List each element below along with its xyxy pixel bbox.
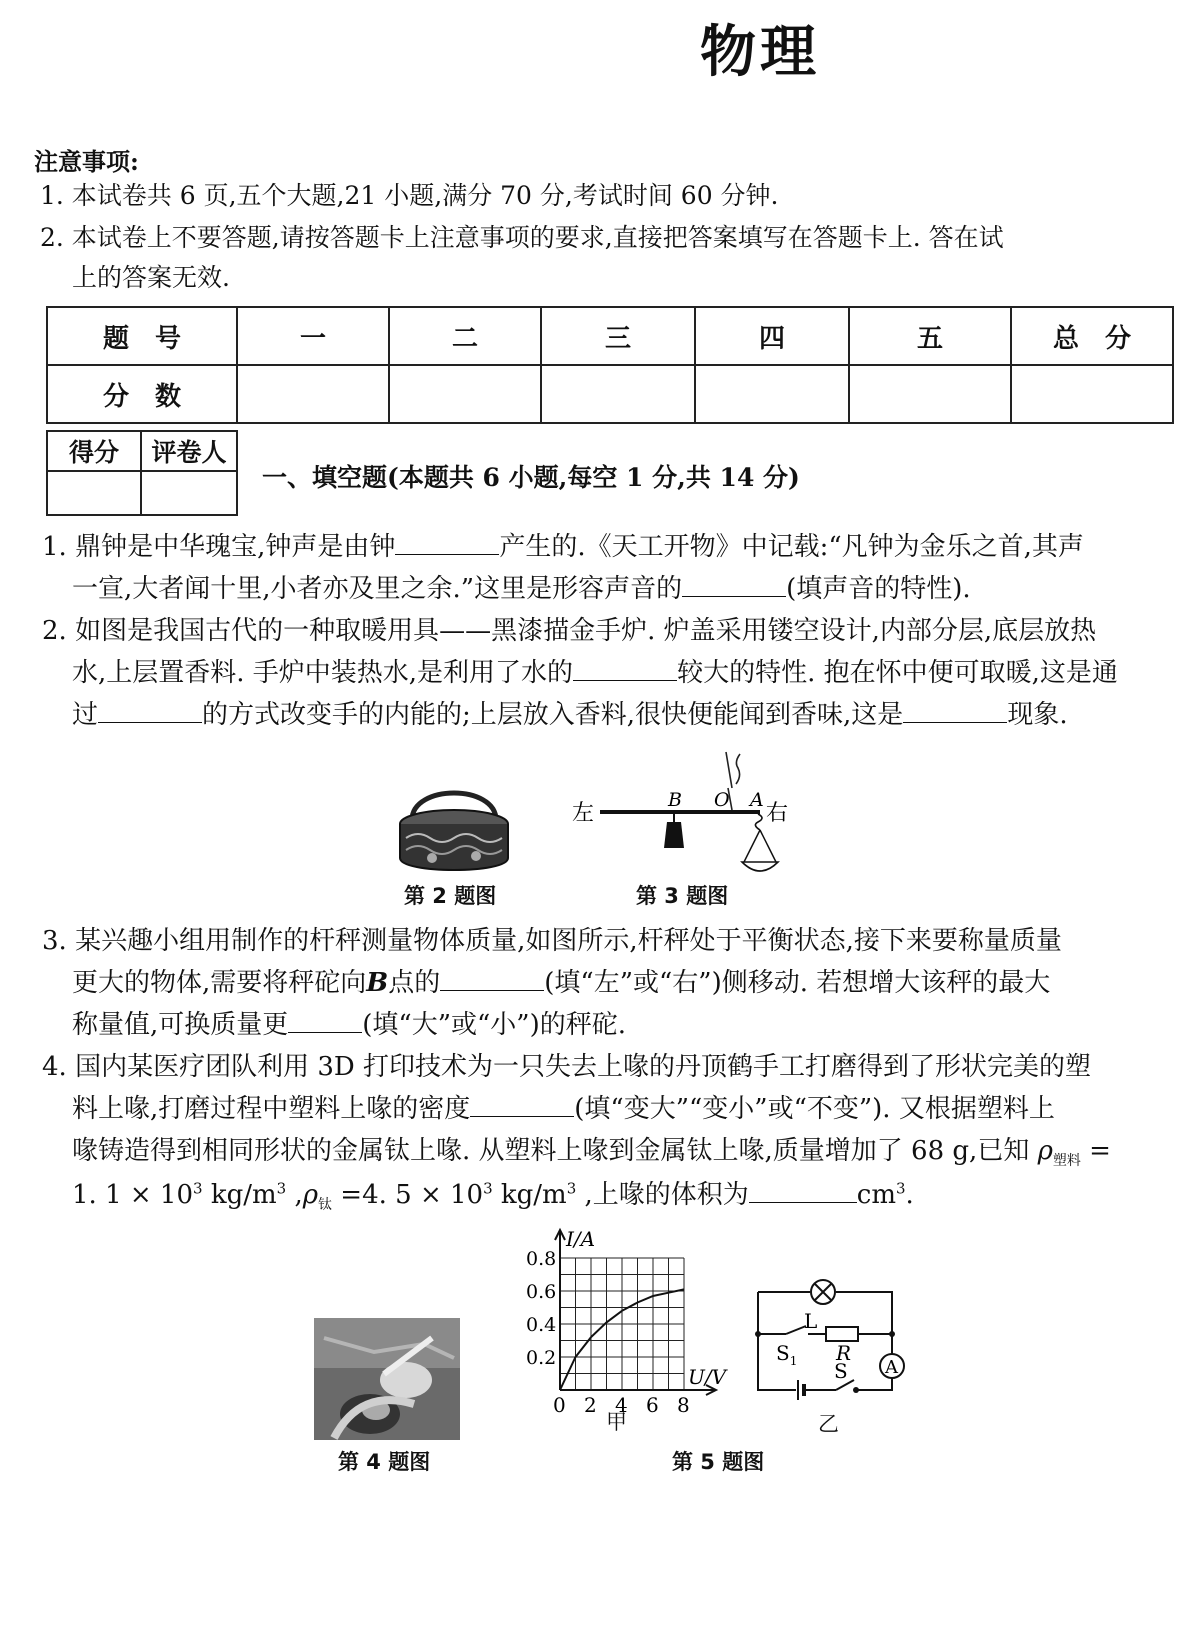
question-text: 较大的特性. 抱在怀中便可取暖,这是通 bbox=[677, 658, 1118, 688]
question-1-line-2 bbox=[72, 568, 971, 605]
answer-blank bbox=[682, 595, 786, 597]
score-header-cell: 题 号 bbox=[47, 307, 237, 365]
answer-blank bbox=[573, 679, 677, 681]
score-cell bbox=[1011, 365, 1173, 423]
question-3-line-1: 3. 某兴趣小组用制作的杆秤测量物体质量,如图所示,杆秤处于平衡状态,接下来要称量质量 bbox=[42, 926, 1062, 956]
score-header-cell: 三 bbox=[541, 307, 695, 365]
question-3-line-2 bbox=[72, 962, 1050, 999]
score-header-cell: 一 bbox=[237, 307, 389, 365]
x-tick-label: 6 bbox=[646, 1393, 659, 1417]
resistor-label: R bbox=[836, 1341, 852, 1365]
question-text: 1. 1 × 10 bbox=[72, 1180, 194, 1210]
question-4-line-3 bbox=[72, 1130, 1111, 1170]
question-text: (填“大”或“小”)的秤砣. bbox=[362, 1010, 626, 1040]
question-text: 1. 鼎钟是中华瑰宝,钟声是由钟 bbox=[42, 532, 396, 562]
question-text: 一宣,大者闻十里,小者亦及里之余.”这里是形容声音的 bbox=[72, 574, 683, 604]
question-text: 产生的.《天工开物》中记载:“凡钟为金乐之首,其声 bbox=[499, 532, 1084, 562]
score-cell bbox=[849, 365, 1011, 423]
iu-graph bbox=[520, 1222, 740, 1430]
grader-score-label: 得分 bbox=[47, 431, 141, 471]
figure-3-caption: 第 3 题图 bbox=[636, 884, 729, 908]
rho-symbol: ρ bbox=[1037, 1136, 1053, 1166]
score-cell bbox=[389, 365, 541, 423]
score-cell bbox=[541, 365, 695, 423]
exponent: 3 bbox=[566, 1179, 577, 1198]
x-tick-label: 2 bbox=[584, 1393, 597, 1417]
y-tick-label: 0.2 bbox=[526, 1347, 557, 1369]
score-cell bbox=[695, 365, 849, 423]
rho-subscript-plastic: 塑料 bbox=[1052, 1153, 1081, 1170]
right-label: 右 bbox=[766, 801, 789, 826]
circuit-label-yi: 乙 bbox=[818, 1412, 839, 1436]
question-text: (填“变大”“变小”或“不变”). 又根据塑料上 bbox=[574, 1094, 1055, 1124]
answer-blank bbox=[440, 989, 544, 991]
exponent: 3 bbox=[276, 1179, 287, 1198]
rho-symbol: ρ bbox=[302, 1180, 319, 1210]
chart-grid bbox=[560, 1258, 684, 1390]
grader-name-label: 评卷人 bbox=[141, 431, 237, 471]
notice-item-2: 2. 本试卷上不要答题,请按答题卡上注意事项的要求,直接把答案填写在答题卡上. 答在试 bbox=[40, 223, 1004, 252]
point-b: B bbox=[366, 968, 389, 998]
resistor-symbol bbox=[826, 1327, 858, 1341]
question-text: 料上喙,打磨过程中塑料上喙的密度 bbox=[72, 1094, 471, 1124]
y-tick-label: 0.6 bbox=[526, 1281, 557, 1303]
y-tick-label: 0.4 bbox=[526, 1314, 557, 1336]
point-o-label: O bbox=[714, 789, 730, 811]
circuit-diagram bbox=[746, 1262, 916, 1412]
figure-4-caption: 第 4 题图 bbox=[338, 1450, 431, 1474]
score-table bbox=[46, 306, 1174, 424]
x-tick-label: 8 bbox=[677, 1393, 690, 1417]
question-4-line-4 bbox=[72, 1174, 914, 1214]
question-text: (填声音的特性). bbox=[786, 574, 971, 604]
question-2-line-1: 2. 如图是我国古代的一种取暖用具——黑漆描金手炉. 炉盖采用镂空设计,内部分层,底层放热 bbox=[42, 616, 1097, 646]
x-tick-label: 4 bbox=[615, 1393, 628, 1417]
question-text: = bbox=[1080, 1136, 1111, 1166]
left-label: 左 bbox=[572, 801, 595, 826]
x-tick-label: 0 bbox=[553, 1393, 566, 1417]
figure-2-caption: 第 2 题图 bbox=[404, 884, 497, 908]
point-a-label: A bbox=[750, 789, 764, 811]
score-header-cell: 五 bbox=[849, 307, 1011, 365]
score-table-header-row bbox=[47, 307, 1173, 365]
question-3-line-3 bbox=[72, 1004, 626, 1041]
answer-blank bbox=[395, 553, 499, 555]
chart-labels bbox=[526, 1227, 729, 1417]
question-text: 更大的物体,需要将秤砣向 bbox=[72, 968, 367, 998]
score-table-score-row bbox=[47, 365, 1173, 423]
page-title: 物理 bbox=[700, 20, 820, 85]
score-header-cell: 四 bbox=[695, 307, 849, 365]
question-2-line-2 bbox=[72, 652, 1118, 689]
ammeter-label: A bbox=[885, 1357, 898, 1378]
rho-subscript-titanium: 钛 bbox=[318, 1197, 333, 1214]
exponent: 3 bbox=[193, 1179, 203, 1198]
question-text: 喙铸造得到相同形状的金属钛上喙. 从塑料上喙到金属钛上喙,质量增加了 68 g,已知 bbox=[72, 1136, 1038, 1166]
question-text: 过 bbox=[72, 700, 99, 730]
question-4-line-2 bbox=[72, 1088, 1055, 1125]
y-axis-label: I/A bbox=[566, 1227, 596, 1251]
unit-text: kg/m bbox=[492, 1180, 567, 1210]
question-text: 点的 bbox=[388, 968, 441, 998]
notice-heading: 注意事项: bbox=[34, 147, 139, 176]
section-1-title: 一、填空题(本题共 6 小题,每空 1 分,共 14 分) bbox=[262, 463, 800, 492]
question-text: (填“左”或“右”)侧移动. 若想增大该秤的最大 bbox=[544, 968, 1051, 998]
graph-label-jia: 甲 bbox=[606, 1410, 627, 1434]
grader-score-cell bbox=[47, 471, 141, 515]
answer-blank bbox=[903, 721, 1007, 723]
grader-table bbox=[46, 430, 238, 516]
question-text: 水,上层置香料. 手炉中装热水,是利用了水的 bbox=[72, 658, 574, 688]
steelyard-figure bbox=[570, 744, 800, 884]
question-2-line-3 bbox=[72, 694, 1068, 731]
question-text: =4. 5 × 10 bbox=[332, 1180, 484, 1210]
exponent: 3 bbox=[483, 1179, 493, 1198]
score-header-cell: 二 bbox=[389, 307, 541, 365]
x-axis-label: U/V bbox=[688, 1365, 727, 1389]
crane-beak-photo bbox=[314, 1318, 460, 1440]
question-text: 现象. bbox=[1007, 700, 1068, 730]
question-1-line-1 bbox=[42, 526, 1084, 563]
answer-blank bbox=[749, 1201, 857, 1203]
question-text: , bbox=[286, 1180, 303, 1210]
switch-s-label: S bbox=[834, 1359, 848, 1383]
question-text: . bbox=[905, 1180, 914, 1210]
switch-s1-label: $S_1$ bbox=[776, 1341, 798, 1368]
hand-warmer-figure bbox=[392, 778, 516, 878]
question-text: ,上喙的体积为 bbox=[576, 1180, 749, 1210]
score-header-cell: 总 分 bbox=[1011, 307, 1173, 365]
unit-text: kg/m bbox=[202, 1180, 277, 1210]
answer-blank bbox=[98, 721, 202, 723]
unit-text: cm bbox=[856, 1180, 896, 1210]
point-b-label: B bbox=[668, 789, 682, 811]
lamp-label: L bbox=[804, 1309, 818, 1333]
question-text: 称量值,可换质量更 bbox=[72, 1010, 289, 1040]
exponent: 3 bbox=[896, 1179, 906, 1198]
grader-name-cell bbox=[141, 471, 237, 515]
y-tick-label: 0.8 bbox=[526, 1248, 557, 1270]
question-text: 的方式改变手的内能的;上层放入香料,很快便能闻到香味,这是 bbox=[202, 700, 904, 730]
figure-5-caption: 第 5 题图 bbox=[672, 1450, 765, 1474]
notice-item-2-continued: 上的答案无效. bbox=[72, 263, 230, 292]
score-row-label: 分 数 bbox=[47, 365, 237, 423]
score-cell bbox=[237, 365, 389, 423]
answer-blank bbox=[470, 1115, 574, 1117]
question-4-line-1: 4. 国内某医疗团队利用 3D 打印技术为一只失去上喙的丹顶鹤手工打磨得到了形状完美的塑 bbox=[42, 1052, 1091, 1082]
notice-item-1: 1. 本试卷共 6 页,五个大题,21 小题,满分 70 分,考试时间 60 分钟. bbox=[40, 181, 779, 210]
answer-blank bbox=[288, 1031, 362, 1033]
